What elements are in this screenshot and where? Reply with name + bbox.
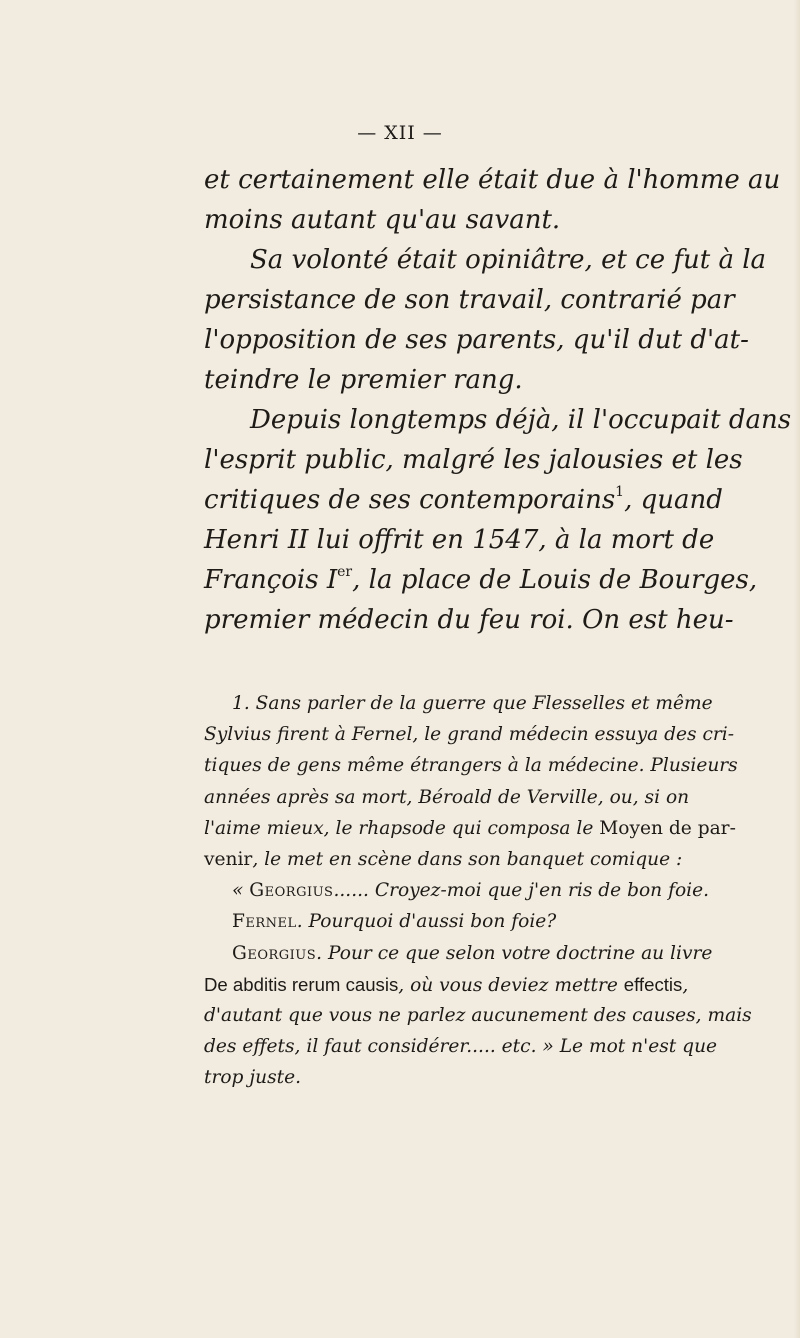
footnote-line <box>204 938 779 969</box>
text-line: et certainement elle était due à l'homme au <box>204 165 781 195</box>
text-line: moins autant qu'au savant. <box>204 205 561 235</box>
text-segment: . Pourquoi d'aussi bon foie? <box>296 911 557 933</box>
book-title: De abditis rerum causis <box>204 973 399 995</box>
text-segment: . Pour ce que selon votre doctrine au livre <box>316 942 713 964</box>
text-segment: Le mot n'est que <box>559 1036 718 1058</box>
text-segment: François I <box>204 565 338 595</box>
footnote-line <box>204 1031 779 1062</box>
book-title: venir <box>204 848 253 870</box>
text-segment: « <box>232 880 250 902</box>
main-text <box>204 160 792 640</box>
text-line <box>204 480 779 520</box>
footnote <box>204 688 779 1093</box>
book-title: Moyen de par- <box>599 817 736 839</box>
text-line: Sa volonté était opiniâtre, et ce fut à la <box>250 245 767 275</box>
text-segment: , le met en scène dans son banquet comique : <box>252 848 683 870</box>
footnote-line: années après sa mort, Béroald de Verville, ou, si on <box>204 786 690 808</box>
text-line: l'esprit public, malgré les jalousies et les <box>204 445 743 475</box>
text-line: Henri II lui offrit en 1547, à la mort de <box>204 525 715 555</box>
text-segment: l'aime mieux, le rhapsode qui composa le <box>204 817 600 839</box>
text-segment: des effets, il faut considérer..... etc. » <box>204 1036 560 1058</box>
footnote-line: trop juste. <box>204 1067 302 1089</box>
page-edge-shadow <box>794 0 800 1338</box>
ordinal-superscript: er <box>337 564 353 581</box>
footnote-line <box>204 844 779 875</box>
text-segment: , la place de Louis de Bourges, <box>352 565 758 595</box>
text-line <box>204 560 779 600</box>
speaker-name: Georgius <box>232 942 317 964</box>
footnote-line <box>204 813 779 844</box>
text-segment: , <box>682 974 689 996</box>
footnote-line: 1. Sans parler de la guerre que Flesselles et même <box>232 693 713 714</box>
speaker-name: Georgius <box>249 880 334 902</box>
text-line: persistance de son travail, contrarié par <box>204 285 735 315</box>
footnote-ref: 1 <box>615 484 625 501</box>
text-segment: , quand <box>624 485 723 515</box>
footnote-line <box>204 906 779 937</box>
footnote-line <box>204 875 779 906</box>
text-line: l'opposition de ses parents, qu'il dut d'at- <box>204 325 749 355</box>
page-number-header: — XII — <box>357 122 443 144</box>
speaker-name: Fernel <box>232 911 297 933</box>
text-segment: ...... Croyez-moi que j'en ris de bon foie. <box>333 880 710 902</box>
text-line: Depuis longtemps déjà, il l'occupait dans <box>250 405 792 435</box>
footnote-line: Sylvius firent à Fernel, le grand médecin essuya des cri- <box>204 724 735 746</box>
text-line: premier médecin du feu roi. On est heu- <box>204 605 734 635</box>
latin-word: effectis <box>623 973 683 995</box>
footnote-line: d'autant que vous ne parlez aucunement des causes, mais <box>204 1004 752 1026</box>
footnote-line: tiques de gens même étrangers à la médecine. Plusieurs <box>204 755 738 777</box>
footnote-line <box>204 969 779 1000</box>
text-segment: , où vous deviez mettre <box>398 974 624 996</box>
text-segment: critiques de ses contemporains <box>204 485 616 515</box>
text-line: teindre le premier rang. <box>204 365 523 395</box>
